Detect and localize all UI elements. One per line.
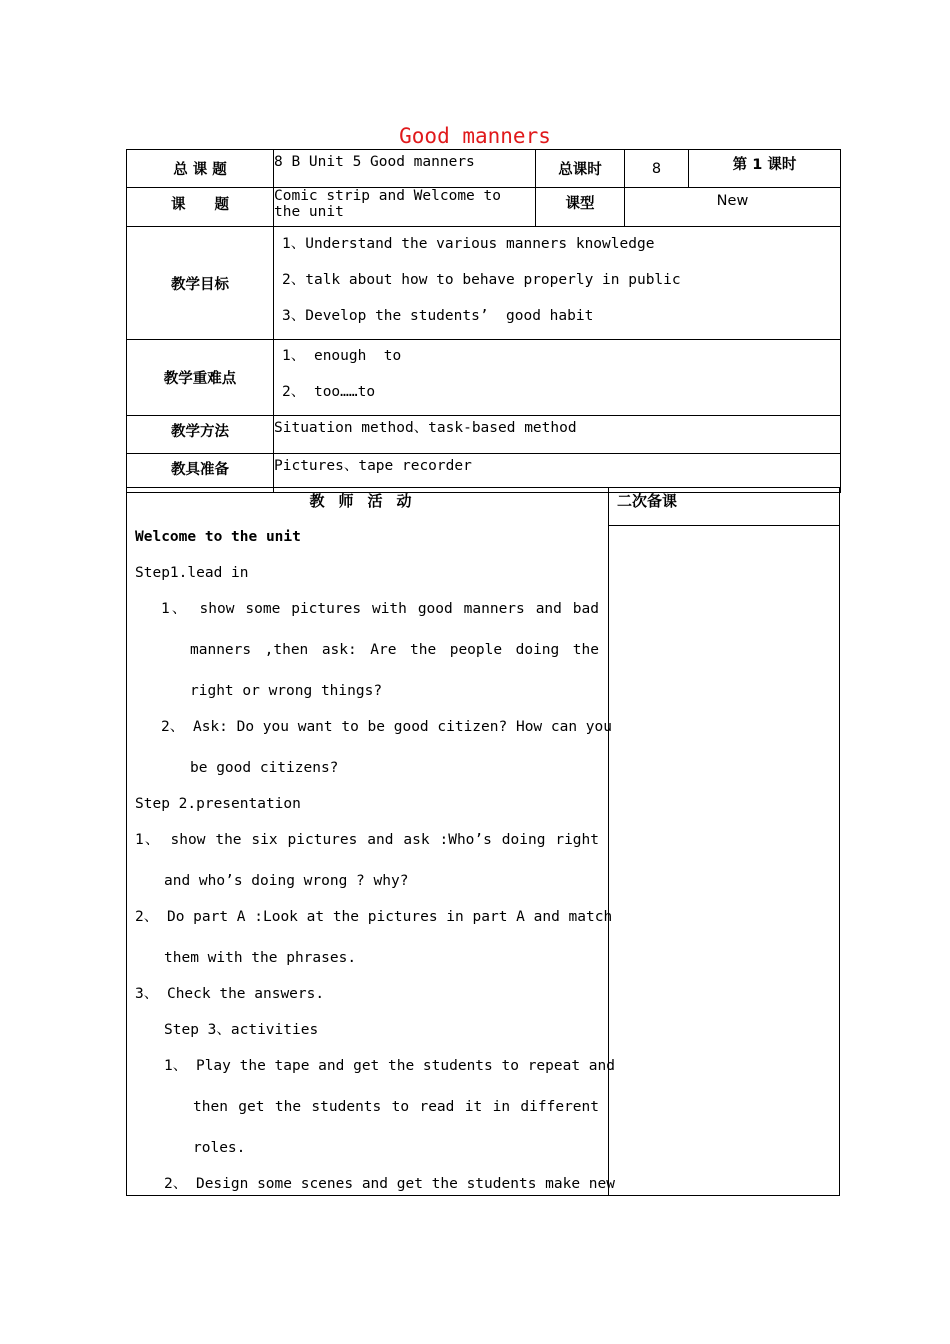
step-line: them with the phrases. [164, 950, 357, 966]
type-value: New [625, 188, 841, 227]
lesson-label: 课 题 [127, 188, 274, 227]
step-line: roles. [193, 1140, 246, 1156]
step-line: right or wrong things? [190, 683, 383, 699]
side-header-divider [608, 525, 839, 526]
keypoint-item: 2、 too……to [282, 384, 376, 400]
keypoints-label: 教学重难点 [127, 340, 274, 416]
document-title: Good manners [399, 124, 551, 148]
type-label: 课型 [536, 188, 625, 227]
tools-label: 教具准备 [127, 454, 274, 493]
lesson-info-table [126, 149, 841, 493]
method-label: 教学方法 [127, 416, 274, 454]
step-line: 2、 Do part A :Look at the pictures in part A and match [135, 909, 613, 925]
step-line: then get the students to read it in different [193, 1099, 599, 1115]
tools-value: Pictures、tape recorder [274, 454, 841, 493]
topic-label: 总 课 题 [127, 150, 274, 188]
objectives-row [127, 227, 841, 340]
keypoint-item: 1、 enough to [282, 348, 402, 364]
step-line: 3、 Check the answers. [135, 986, 325, 1002]
objectives-label: 教学目标 [127, 227, 274, 340]
topic-value: 8 B Unit 5 Good manners [274, 150, 536, 188]
hours-label: 总课时 [536, 150, 625, 188]
hours-value: 8 [625, 150, 689, 188]
keypoints-row [127, 340, 841, 416]
method-row [127, 416, 841, 454]
objective-item: 1、Understand the various manners knowledge [282, 236, 655, 252]
step-line: 1、 show some pictures with good manners and bad [161, 601, 599, 617]
objective-item: 2、talk about how to behave properly in public [282, 272, 681, 288]
step-heading: Step1.lead in [135, 565, 249, 581]
step-line: manners ,then ask: Are the people doing the [190, 642, 599, 658]
step-line: 1、 show the six pictures and ask :Who’s doing right [135, 832, 599, 848]
column-divider [608, 488, 609, 1195]
secondary-prep-heading: 二次备课 [617, 492, 678, 510]
step-heading: Step 2.presentation [135, 796, 301, 812]
lesson-value: Comic strip and Welcome to the unit [274, 188, 536, 227]
lesson-row [127, 188, 841, 227]
step-line: 1、 Play the tape and get the students to repeat and [164, 1058, 615, 1074]
section-heading: Welcome to the unit [135, 529, 301, 545]
step-line: and who’s doing wrong ? why? [164, 873, 409, 889]
step-line: 2、 Design some scenes and get the students make new [164, 1176, 615, 1192]
teacher-activities-heading: 教师活动 [309, 492, 426, 510]
topic-row [127, 150, 841, 188]
method-value: Situation method、task-based method [274, 416, 841, 454]
objectives-list [274, 227, 841, 340]
keypoints-list [274, 340, 841, 416]
step-line: 2、 Ask: Do you want to be good citizen? How can you [161, 719, 612, 735]
step-line: be good citizens? [190, 760, 339, 776]
period-label: 第 1 课时 [689, 150, 841, 188]
teaching-activities-section [126, 487, 840, 1196]
objective-item: 3、Develop the students’ good habit [282, 308, 594, 324]
step-heading: Step 3、activities [164, 1022, 319, 1038]
